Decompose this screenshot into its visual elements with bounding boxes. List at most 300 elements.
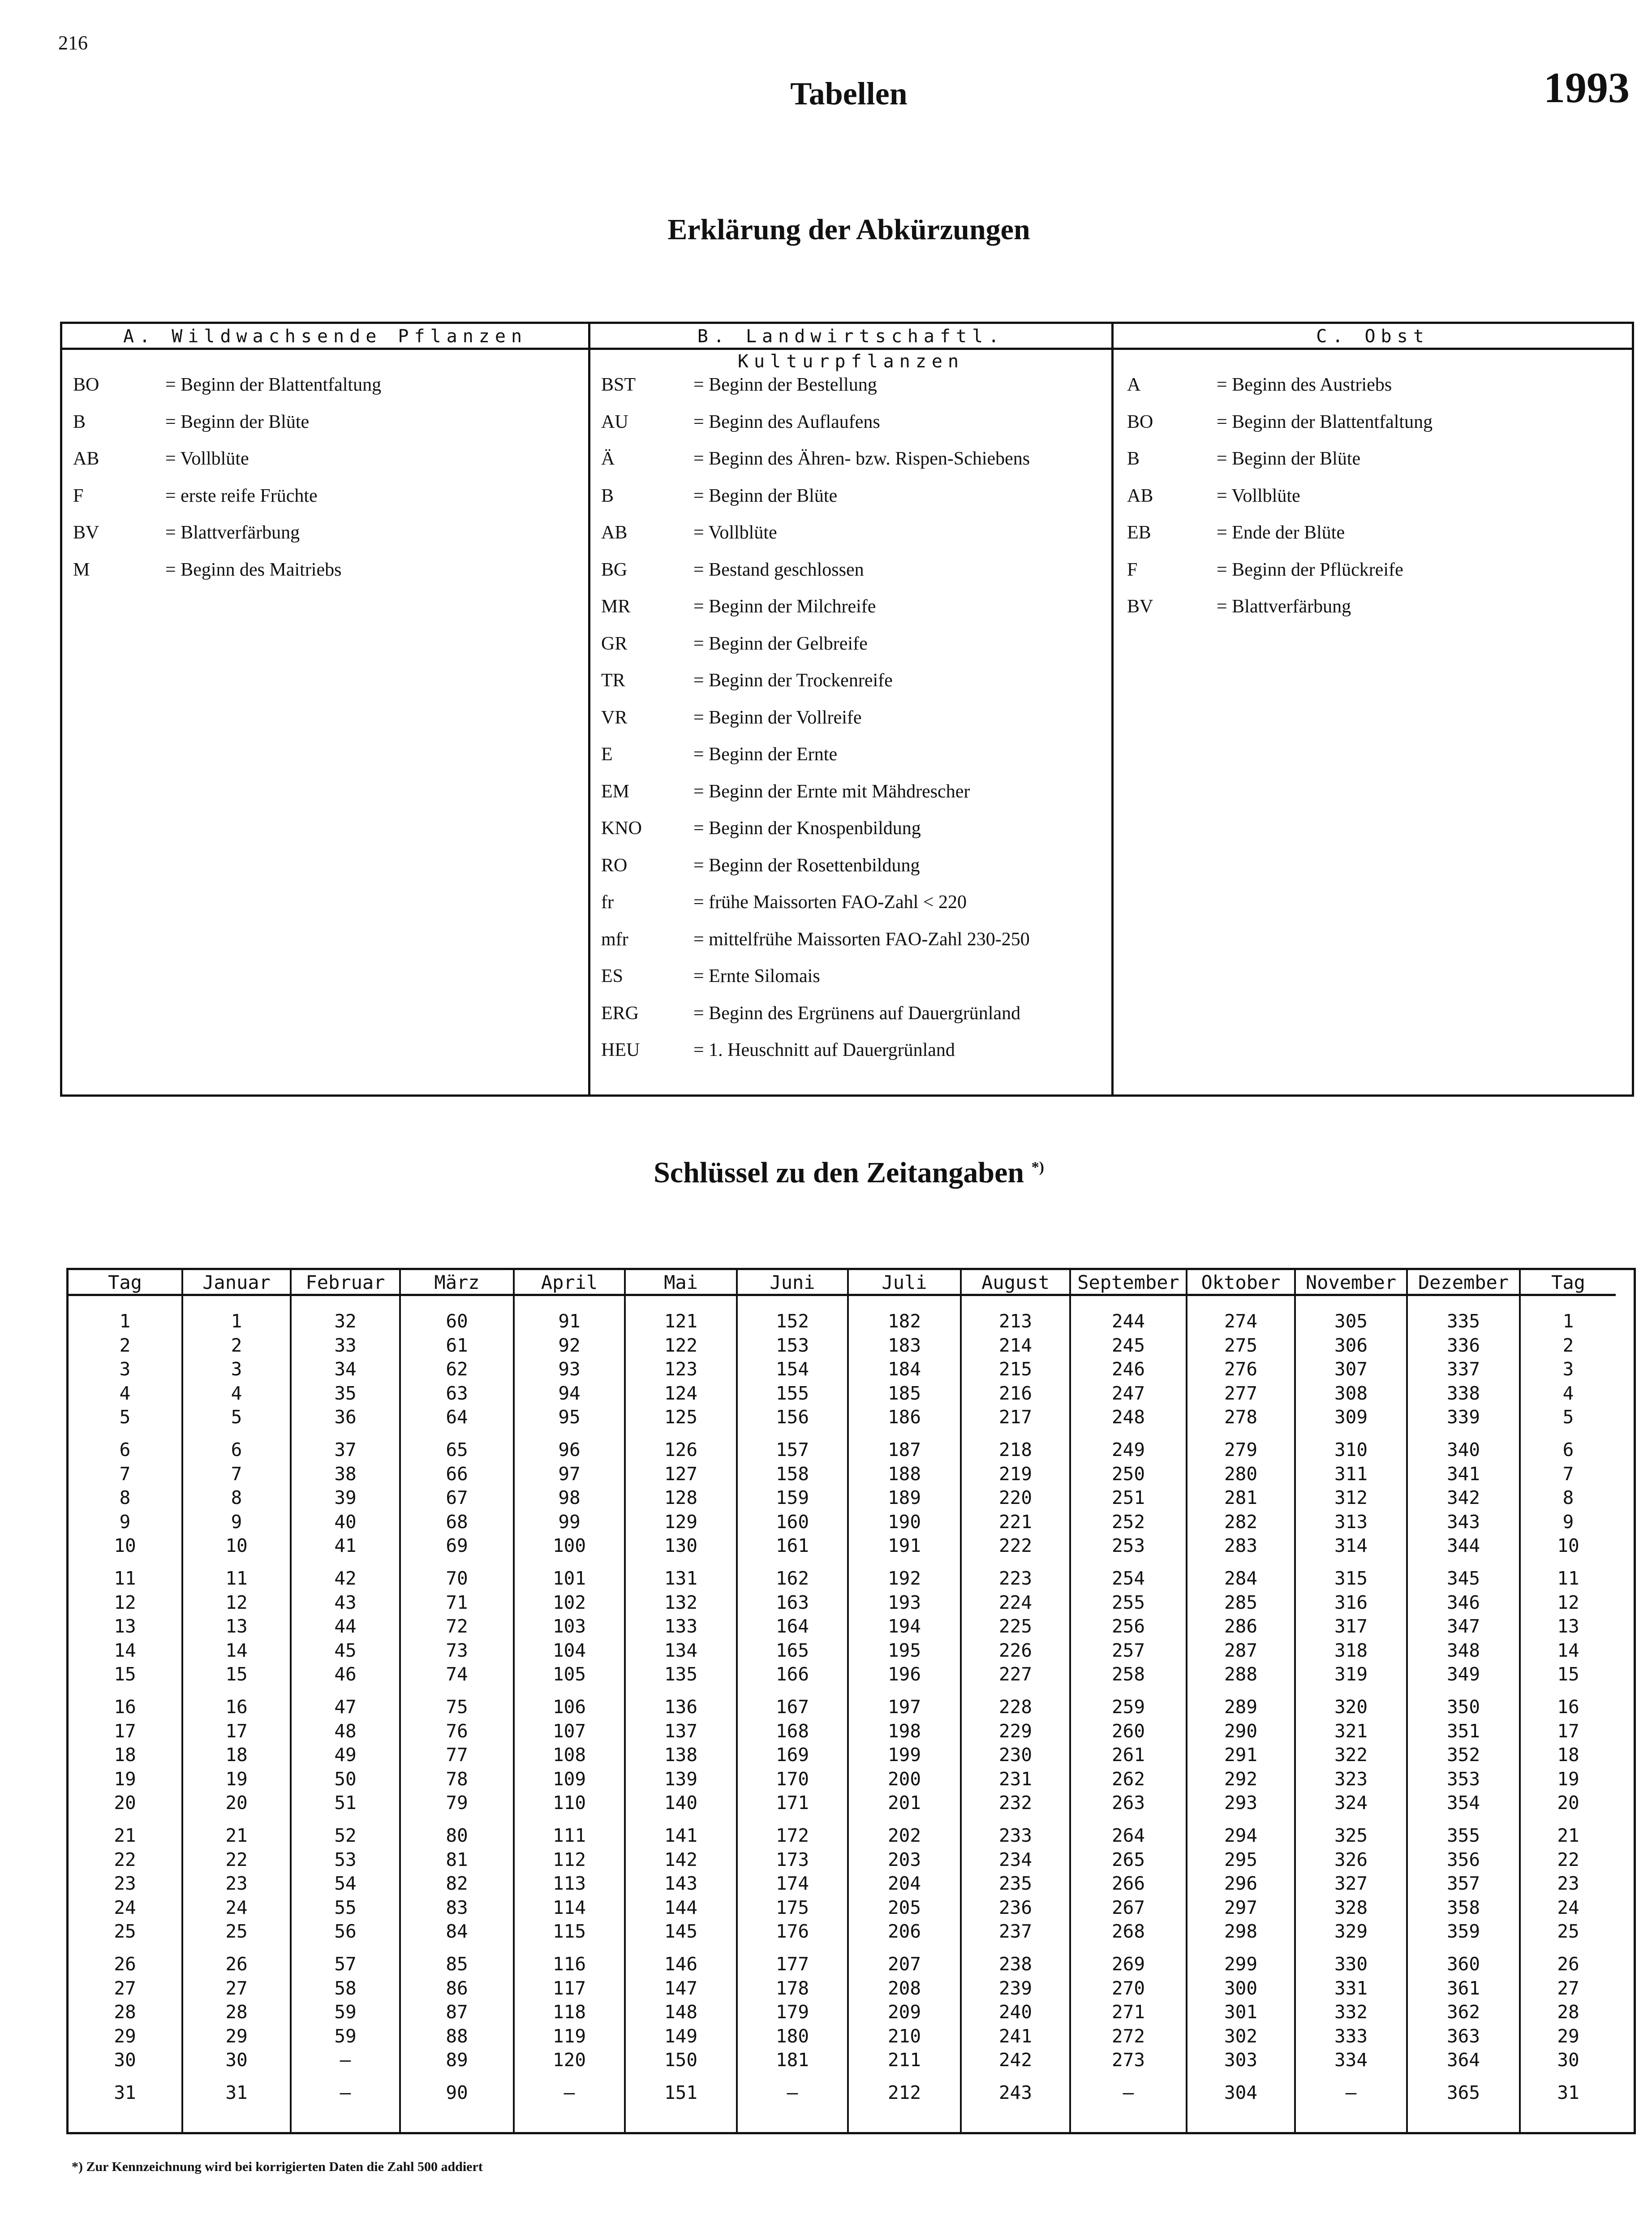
day-number-cell: 76 [446,1720,468,1742]
day-number-cell: 168 [775,1720,809,1742]
day-number-cell: 2 [1562,1334,1574,1356]
day-number-cell: 170 [775,1768,809,1790]
day-number-cell: 339 [1446,1406,1480,1428]
abbr-code: BG [601,559,628,580]
day-number-cell: 108 [552,1744,586,1766]
day-number-cell: 295 [1224,1848,1258,1870]
day-number-cell: 155 [775,1382,809,1404]
day-number-cell: 91 [558,1310,581,1332]
day-number-cell: 318 [1334,1639,1368,1661]
day-number-cell: 230 [998,1744,1032,1766]
abbr-definition: = Beginn der Vollreife [693,707,862,728]
day-number-cell: 337 [1446,1358,1480,1380]
day-number-cell: 29 [1557,2025,1579,2047]
day-number-cell: 111 [552,1825,586,1846]
day-number-cell: 1 [1562,1310,1574,1332]
column-header: Dezember [1408,1270,1519,1296]
day-number-cell: 79 [446,1792,468,1814]
day-number-cell: 92 [558,1334,581,1356]
day-number-cell: 365 [1446,2082,1480,2103]
day-number-cell: 18 [1557,1744,1579,1766]
day-number-cell: 1 [119,1310,131,1332]
column-header: Oktober [1187,1270,1294,1296]
day-number-cell: 246 [1111,1358,1145,1380]
day-number-cell: 20 [1557,1792,1579,1814]
day-number-cell: 4 [119,1382,131,1404]
abbr-column-heading: B. Landwirtschaftl. Kulturpflanzen [590,324,1111,350]
day-number-cell: 236 [998,1896,1032,1918]
day-number-cell: 44 [334,1615,357,1637]
day-number-cell: 36 [334,1406,357,1428]
day-number-cell: 10 [1557,1535,1579,1557]
column-header: Juli [849,1270,960,1296]
day-number-cell: 338 [1446,1382,1480,1404]
day-number-cell: 227 [998,1663,1032,1685]
day-number-cell: 4 [231,1382,242,1404]
day-number-cell: 40 [334,1511,357,1533]
day-number-cell: 126 [664,1439,698,1460]
day-number-cell: 5 [231,1406,242,1428]
abbr-code: AB [601,522,628,543]
day-number-cell: 217 [998,1406,1032,1428]
day-number-cell: 177 [775,1953,809,1975]
day-number-cell: 58 [334,1977,357,1999]
day-number-cell: 196 [887,1663,921,1685]
day-number-cell: 166 [775,1663,809,1685]
day-number-cell: 74 [446,1663,468,1685]
day-number-cell: 277 [1224,1382,1258,1404]
day-number-cell: 68 [446,1511,468,1533]
day-number-cell: 160 [775,1511,809,1533]
day-number-cell: 94 [558,1382,581,1404]
day-number-cell: 221 [998,1511,1032,1533]
day-number-cell: 173 [775,1848,809,1870]
day-number-cell: 151 [664,2082,698,2103]
day-key-title [0,1156,1652,1190]
day-number-cell: 116 [552,1953,586,1975]
day-number-cell: 21 [114,1825,136,1846]
day-number-cell: 250 [1111,1463,1145,1485]
abbr-definition: = Beginn des Ergrünens auf Dauergrünland [693,1003,1021,1024]
day-number-cell: 254 [1111,1568,1145,1589]
day-number-cell: 300 [1224,1977,1258,1999]
day-number-cell: 18 [225,1744,248,1766]
day-key-column [1519,1270,1616,2132]
day-number-cell: 312 [1334,1487,1368,1509]
year-label: 1993 [1544,64,1630,112]
day-number-cell: 129 [664,1511,698,1533]
day-number-cell: 54 [334,1873,357,1895]
day-number-cell: 327 [1334,1873,1368,1895]
day-number-cell: 272 [1111,2025,1145,2047]
day-number-cell: 245 [1111,1334,1145,1356]
day-number-cell: 17 [225,1720,248,1742]
day-number-cell: 195 [887,1639,921,1661]
day-number-cell: 198 [887,1720,921,1742]
column-header: März [401,1270,513,1296]
day-number-cell: 238 [998,1953,1032,1975]
day-number-cell: 25 [114,1921,136,1943]
abbr-code: BV [73,522,99,543]
day-number-cell: 301 [1224,2001,1258,2023]
day-number-cell: 64 [446,1406,468,1428]
day-number-cell: 330 [1334,1953,1368,1975]
day-number-cell: 310 [1334,1439,1368,1460]
day-number-cell: 50 [334,1768,357,1790]
day-number-cell: 242 [998,2049,1032,2071]
day-number-cell: 35 [334,1382,357,1404]
day-number-cell: 364 [1446,2049,1480,2071]
day-number-cell: 219 [998,1463,1032,1485]
day-key-column [69,1270,181,2132]
day-number-cell: 25 [1557,1921,1579,1943]
day-number-cell: 253 [1111,1535,1145,1557]
day-number-cell: 73 [446,1639,468,1661]
abbr-code: BO [73,375,99,395]
day-number-cell: 60 [446,1310,468,1332]
day-number-cell: 14 [225,1639,248,1661]
abbr-code: VR [601,707,628,728]
day-number-cell: 342 [1446,1487,1480,1509]
abbr-definition: = Beginn der Blüte [693,485,838,506]
day-number-cell: 190 [887,1511,921,1533]
day-number-cell: 27 [225,1977,248,1999]
day-number-cell: 23 [225,1873,248,1895]
day-number-cell: 261 [1111,1744,1145,1766]
day-number-cell: 30 [225,2049,248,2071]
column-header: November [1296,1270,1406,1296]
day-number-cell: 37 [334,1439,357,1460]
day-number-cell: 306 [1334,1334,1368,1356]
day-key-title-text: Schlüssel zu den Zeitangaben [654,1156,1024,1189]
day-number-cell: 347 [1446,1615,1480,1637]
day-number-cell: 7 [231,1463,242,1485]
day-number-cell: 120 [552,2049,586,2071]
day-number-cell: 200 [887,1768,921,1790]
day-number-cell: 285 [1224,1591,1258,1613]
day-number-cell: 189 [887,1487,921,1509]
day-number-cell: 211 [887,2049,921,2071]
day-number-cell: 69 [446,1535,468,1557]
day-number-cell: 143 [664,1873,698,1895]
abbr-code: E [601,744,613,765]
day-number-cell: 12 [225,1591,248,1613]
day-number-cell: 331 [1334,1977,1368,1999]
day-number-cell: 3 [231,1358,242,1380]
day-number-cell: 125 [664,1406,698,1428]
abbr-definition: = Beginn des Auflaufens [693,411,880,432]
day-number-cell: 147 [664,1977,698,1999]
day-number-cell: 122 [664,1334,698,1356]
day-number-cell: 145 [664,1921,698,1943]
day-number-cell: 313 [1334,1511,1368,1533]
day-number-cell: 210 [887,2025,921,2047]
day-number-cell: 345 [1446,1568,1480,1589]
day-number-cell: 14 [114,1639,136,1661]
day-number-cell: 107 [552,1720,586,1742]
day-number-cell: 325 [1334,1825,1368,1846]
day-number-cell: 275 [1224,1334,1258,1356]
day-number-cell: 33 [334,1334,357,1356]
day-number-cell: 215 [998,1358,1032,1380]
day-number-cell: 171 [775,1792,809,1814]
day-number-cell: 340 [1446,1439,1480,1460]
day-number-cell: 349 [1446,1663,1480,1685]
abbr-definition: = Bestand geschlossen [693,559,864,580]
day-key-column [181,1270,290,2132]
day-number-cell: 81 [446,1848,468,1870]
abbr-definition: = Beginn der Blattentfaltung [165,375,382,395]
day-number-cell: 348 [1446,1639,1480,1661]
abbr-definition: = Vollblüte [1217,485,1300,506]
day-number-cell: 292 [1224,1768,1258,1790]
day-number-cell: 102 [552,1591,586,1613]
day-number-cell: 257 [1111,1639,1145,1661]
day-number-cell: 56 [334,1921,357,1943]
day-number-cell: 324 [1334,1792,1368,1814]
day-number-cell: 263 [1111,1792,1145,1814]
day-number-cell: 175 [775,1896,809,1918]
day-number-cell: 233 [998,1825,1032,1846]
day-number-cell: 256 [1111,1615,1145,1637]
day-number-cell: 8 [119,1487,131,1509]
abbr-definition: = Beginn der Pflückreife [1217,559,1403,580]
day-number-cell: 359 [1446,1921,1480,1943]
day-number-cell: 191 [887,1535,921,1557]
day-number-cell: 114 [552,1896,586,1918]
day-number-cell: 52 [334,1825,357,1846]
day-number-cell: 110 [552,1792,586,1814]
day-number-cell: 167 [775,1696,809,1718]
day-number-cell: 80 [446,1825,468,1846]
day-number-cell: 152 [775,1310,809,1332]
day-number-cell: 264 [1111,1825,1145,1846]
day-number-cell: 176 [775,1921,809,1943]
day-number-cell: 85 [446,1953,468,1975]
day-number-cell: 119 [552,2025,586,2047]
day-number-cell: 13 [1557,1615,1579,1637]
day-number-cell: 165 [775,1639,809,1661]
day-number-cell: 251 [1111,1487,1145,1509]
day-number-cell: 9 [231,1511,242,1533]
day-number-cell: 82 [446,1873,468,1895]
day-number-cell: 4 [1562,1382,1574,1404]
column-header: Tag [1521,1270,1616,1296]
day-number-cell: 26 [1557,1953,1579,1975]
abbr-code: F [73,485,84,506]
day-number-cell: 32 [334,1310,357,1332]
day-number-cell: 41 [334,1535,357,1557]
abbr-definition: = Beginn der Trockenreife [693,670,893,691]
day-number-cell: 169 [775,1744,809,1766]
day-number-cell: 21 [225,1825,248,1846]
day-number-cell: 146 [664,1953,698,1975]
day-number-cell: 164 [775,1615,809,1637]
day-number-cell: 19 [1557,1768,1579,1790]
day-number-cell: 134 [664,1639,698,1661]
abbr-definition: = 1. Heuschnitt auf Dauergrünland [693,1040,955,1060]
day-number-cell: 213 [998,1310,1032,1332]
abbr-definition: = Beginn der Ernte mit Mähdrescher [693,781,970,802]
day-number-cell: – [1345,2082,1357,2103]
abbr-code: ES [601,966,624,986]
day-number-cell: 353 [1446,1768,1480,1790]
day-number-cell: 96 [558,1439,581,1460]
day-number-cell: 5 [119,1406,131,1428]
day-number-cell: 103 [552,1615,586,1637]
day-number-cell: 106 [552,1696,586,1718]
day-number-cell: 280 [1224,1463,1258,1485]
day-key-column [624,1270,736,2132]
day-number-cell: 149 [664,2025,698,2047]
day-number-cell: 184 [887,1358,921,1380]
day-number-cell: 314 [1334,1535,1368,1557]
day-number-cell: 179 [775,2001,809,2023]
day-number-cell: 363 [1446,2025,1480,2047]
abbr-definition: = mittelfrühe Maissorten FAO-Zahl 230-250 [693,929,1030,950]
day-number-cell: 307 [1334,1358,1368,1380]
day-number-cell: 239 [998,1977,1032,1999]
day-number-cell: 225 [998,1615,1032,1637]
day-key-column [1294,1270,1406,2132]
day-number-cell: 271 [1111,2001,1145,2023]
abbr-code: EB [1127,522,1151,543]
day-number-cell: 131 [664,1568,698,1589]
day-number-cell: – [340,2049,351,2071]
day-number-cell: 15 [225,1663,248,1685]
day-number-cell: 358 [1446,1896,1480,1918]
day-number-cell: 121 [664,1310,698,1332]
day-number-cell: 249 [1111,1439,1145,1460]
day-number-cell: 291 [1224,1744,1258,1766]
day-number-cell: 303 [1224,2049,1258,2071]
day-number-cell: 361 [1446,1977,1480,1999]
day-key-column [1069,1270,1186,2132]
day-number-cell: 124 [664,1382,698,1404]
day-key-column [736,1270,847,2132]
day-number-cell: 186 [887,1406,921,1428]
day-number-cell: 100 [552,1535,586,1557]
day-number-cell: 222 [998,1535,1032,1557]
abbr-definition: = Beginn der Milchreife [693,596,876,617]
day-number-cell: 218 [998,1439,1032,1460]
day-number-cell: 38 [334,1463,357,1485]
day-number-cell: 28 [225,2001,248,2023]
abbr-code: ERG [601,1003,639,1024]
day-number-cell: 281 [1224,1487,1258,1509]
day-number-cell: 42 [334,1568,357,1589]
day-number-cell: 305 [1334,1310,1368,1332]
day-number-cell: 28 [1557,2001,1579,2023]
day-number-cell: 350 [1446,1696,1480,1718]
day-number-cell: 10 [225,1535,248,1557]
abbr-code: MR [601,596,631,617]
column-header: Juni [738,1270,847,1296]
day-number-cell: 156 [775,1406,809,1428]
column-header: Januar [183,1270,290,1296]
day-number-cell: 162 [775,1568,809,1589]
day-number-cell: 315 [1334,1568,1368,1589]
day-number-cell: 326 [1334,1848,1368,1870]
day-number-cell: 95 [558,1406,581,1428]
day-number-cell: 29 [225,2025,248,2047]
day-number-cell: 181 [775,2049,809,2071]
abbr-definition: = Beginn der Gelbreife [693,633,868,654]
day-number-cell: 206 [887,1921,921,1943]
day-number-cell: 194 [887,1615,921,1637]
day-number-cell: 88 [446,2025,468,2047]
day-number-cell: 20 [114,1792,136,1814]
day-number-cell: 355 [1446,1825,1480,1846]
day-number-cell: 311 [1334,1463,1368,1485]
day-number-cell: 70 [446,1568,468,1589]
day-number-cell: 86 [446,1977,468,1999]
day-number-cell: 6 [1562,1439,1574,1460]
day-number-cell: 59 [334,2001,357,2023]
day-number-cell: 18 [114,1744,136,1766]
day-number-cell: 21 [1557,1825,1579,1846]
day-number-cell: 208 [887,1977,921,1999]
day-number-cell: 183 [887,1334,921,1356]
abbr-column-a [62,324,588,1094]
day-number-cell: 150 [664,2049,698,2071]
day-number-cell: 298 [1224,1921,1258,1943]
day-number-cell: 127 [664,1463,698,1485]
day-number-cell: 1 [231,1310,242,1332]
day-number-cell: 31 [225,2082,248,2103]
day-number-cell: 244 [1111,1310,1145,1332]
day-number-cell: 237 [998,1921,1032,1943]
day-key-column [847,1270,960,2132]
day-number-cell: 30 [1557,2049,1579,2071]
day-number-cell: 13 [225,1615,248,1637]
day-number-cell: – [564,2082,575,2103]
day-number-cell: 273 [1111,2049,1145,2071]
abbr-definition: = Beginn der Ernte [693,744,838,765]
day-number-cell: 297 [1224,1896,1258,1918]
day-number-cell: 12 [1557,1591,1579,1613]
day-number-cell: 115 [552,1921,586,1943]
day-number-cell: 153 [775,1334,809,1356]
day-number-cell: 354 [1446,1792,1480,1814]
day-number-cell: 304 [1224,2082,1258,2103]
day-number-cell: 138 [664,1744,698,1766]
day-key-column [1186,1270,1294,2132]
abbr-code: Ä [601,448,615,469]
day-number-cell: 19 [114,1768,136,1790]
abbr-definition: = Beginn des Maitriebs [165,559,342,580]
day-number-cell: – [1123,2082,1134,2103]
day-number-cell: 241 [998,2025,1032,2047]
day-number-cell: 296 [1224,1873,1258,1895]
day-number-cell: 299 [1224,1953,1258,1975]
day-number-cell: 202 [887,1825,921,1846]
footnote: *) Zur Kennzeichnung wird bei korrigierten Daten die Zahl 500 addiert [72,2159,483,2174]
day-number-cell: 19 [225,1768,248,1790]
abbr-code: AU [601,411,628,432]
day-number-cell: 24 [225,1896,248,1918]
day-number-cell: 53 [334,1848,357,1870]
day-number-cell: 43 [334,1591,357,1613]
day-number-cell: 203 [887,1848,921,1870]
day-number-cell: 343 [1446,1511,1480,1533]
day-number-cell: 268 [1111,1921,1145,1943]
day-number-cell: 98 [558,1487,581,1509]
day-number-cell: 178 [775,1977,809,1999]
day-number-cell: 201 [887,1792,921,1814]
day-number-cell: 130 [664,1535,698,1557]
day-number-cell: 231 [998,1768,1032,1790]
